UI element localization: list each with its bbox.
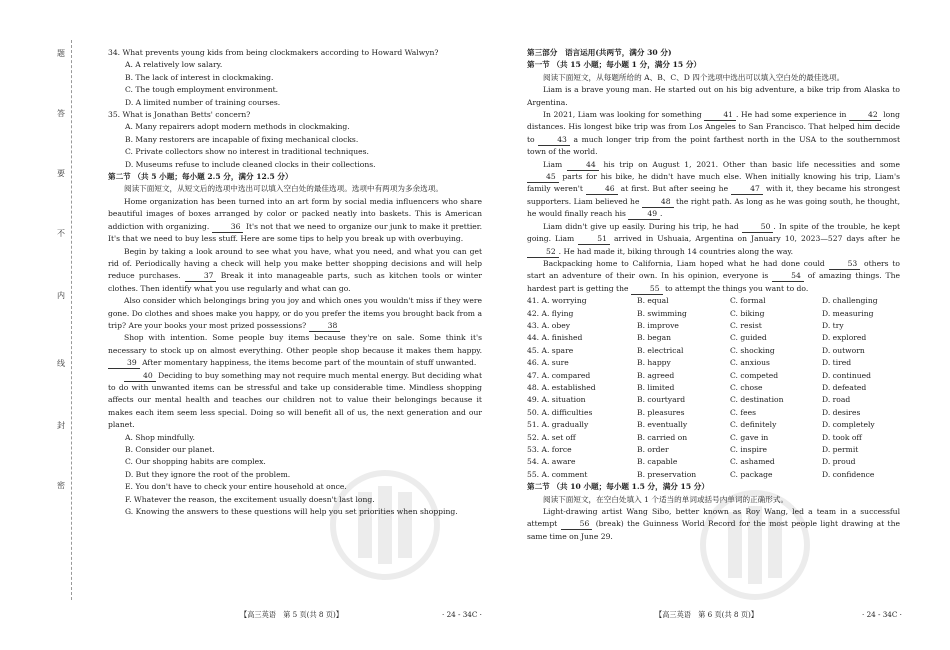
- passage-paragraph: Light-drawing artist Wang Sibo, better known as Roy Wang, led a team in a successful attempt 56 (break) the Guinness World Record for the most people light drawing at the same time on June 29.: [527, 507, 900, 541]
- question-34-option: C. The tough employment environment.: [125, 85, 279, 95]
- binding-margin: [52, 40, 82, 600]
- answer-option: D. took off: [822, 432, 862, 442]
- question-34-stem: 34. What prevents young kids from being clockmakers according to Howard Walwyn?: [108, 48, 439, 57]
- blank-40[interactable]: 40: [124, 371, 156, 382]
- answer-option: B. electrical: [637, 345, 684, 355]
- answer-option: B. order: [637, 445, 669, 454]
- answer-option: D. continued: [822, 370, 871, 380]
- answer-option: B. limited: [637, 382, 675, 392]
- answer-option: 51. A. gradually: [527, 420, 589, 430]
- answer-option: C. fees: [730, 407, 757, 417]
- blank-37[interactable]: 37: [185, 271, 217, 282]
- choice-option: C. Our shopping habits are complex.: [125, 457, 266, 467]
- answer-option: C. definitely: [730, 420, 777, 430]
- answer-option: B. eventually: [637, 420, 688, 430]
- answer-option: C. gave in: [730, 432, 769, 442]
- question-35-option: C. Private collectors show no interest in traditional techniques.: [125, 147, 369, 157]
- blank-49[interactable]: 49: [628, 209, 660, 220]
- blank-52[interactable]: 52: [527, 247, 559, 258]
- answer-option: D. tired: [822, 358, 852, 368]
- section-2-heading: 第二节 （共 5 小题；每小题 2.5 分，满分 12.5 分）: [108, 172, 293, 182]
- answer-option: D. explored: [822, 333, 867, 343]
- answer-option: D. road: [822, 395, 851, 405]
- answer-option: B. improve: [637, 320, 679, 330]
- answer-option: 50. A. difficulties: [527, 407, 593, 417]
- section-2-instruction: 阅读下面短文，从短文后的选项中选出可以填入空白处的最佳选项。选项中有两项为多余选项。: [124, 184, 443, 194]
- blank-42[interactable]: 42: [849, 110, 881, 121]
- question-34-option: A. A relatively low salary.: [125, 60, 223, 70]
- answer-option: D. proud: [822, 457, 856, 467]
- answer-option: 53. A. force: [527, 445, 572, 454]
- blank-54[interactable]: 54: [772, 271, 804, 282]
- binding-char: 密: [57, 481, 65, 490]
- binding-char: 不: [57, 229, 65, 238]
- blank-56[interactable]: 56: [561, 519, 593, 530]
- blank-50[interactable]: 50: [742, 222, 774, 233]
- question-34-option: D. A limited number of training courses.: [125, 97, 281, 107]
- answer-option: 55. A. comment: [527, 469, 588, 479]
- answer-option: D. challenging: [822, 296, 878, 306]
- answer-option: B. carried on: [637, 432, 688, 442]
- answer-option: 43. A. obey: [527, 320, 571, 330]
- answer-option: 47. A. compared: [527, 370, 591, 380]
- binding-char: 答: [57, 109, 65, 118]
- answer-option: C. chose: [730, 382, 763, 392]
- passage-paragraph: Begin by taking a look around to see what you have, what you need, and what you can get rid of. Periodically having a check will help you make better shopping decisions and will help reduce purchases. 37 Break it into manageable parts, such as kitchen tools or winter clothes. Then identify what you use regularly and what can go.: [108, 246, 482, 293]
- answer-option: D. confidence: [822, 469, 875, 479]
- choice-option: A. Shop mindfully.: [125, 432, 195, 442]
- answer-option: B. capable: [637, 457, 678, 467]
- answer-option: 54. A. aware: [527, 457, 576, 467]
- section-2-instruction: 阅读下面短文，在空白处填入 1 个适当的单词或括号内单词的正确形式。: [543, 494, 789, 504]
- page-footer-code: · 24 - 34C ·: [862, 610, 902, 619]
- passage-paragraph: 40 Deciding to buy something may not require much mental energy. But deciding what to do with unwanted items can be stressful and take up considerable time. Mindless shopping affects our mental health and teaches our children not to value their belongings because it makes each item seem less special. Doing so will benefit all of us, the next generation and our planet.: [108, 370, 482, 430]
- choice-option: B. Consider our planet.: [125, 445, 215, 454]
- answer-option: B. preservation: [637, 469, 697, 479]
- answer-option: 48. A. established: [527, 382, 596, 392]
- answer-option: 44. A. finished: [527, 333, 583, 343]
- binding-char: 题: [57, 49, 65, 58]
- section-2-heading: 第二节 （共 10 小题；每小题 1.5 分，满分 15 分）: [527, 482, 709, 492]
- question-35-option: B. Many restorers are incapable of fixing mechanical clocks.: [125, 134, 359, 144]
- answer-option: 42. A. flying: [527, 308, 574, 318]
- answer-option: B. equal: [637, 296, 669, 306]
- section-1-instruction: 阅读下面短文，从每题所给的 A、B、C、D 四个选项中选出可以填入空白处的最佳选项。: [543, 72, 845, 82]
- answer-option: D. try: [822, 320, 844, 330]
- page-footer-code: · 24 - 34C ·: [442, 610, 482, 619]
- section-1-heading: 第一节 （共 15 小题；每小题 1 分，满分 15 分）: [527, 60, 702, 70]
- left-page-column: [108, 47, 482, 518]
- answer-option: C. resist: [730, 320, 762, 330]
- answer-option: C. biking: [730, 308, 765, 318]
- answer-option: D. outworn: [822, 345, 865, 355]
- binding-char: 内: [57, 291, 65, 300]
- answer-option: C. shocking: [730, 345, 775, 355]
- binding-char: 线: [57, 359, 65, 368]
- blank-48[interactable]: 48: [642, 197, 674, 208]
- answer-option: C. anxious: [730, 358, 770, 368]
- question-35-option: D. Museums refuse to include cleaned clocks in their collections.: [125, 159, 376, 169]
- answer-options-grid: [527, 295, 900, 481]
- answer-option: B. happy: [637, 358, 671, 368]
- question-34-option: B. The lack of interest in clockmaking.: [125, 72, 274, 82]
- answer-option: D. desires: [822, 407, 861, 417]
- binding-char: 要: [57, 169, 65, 178]
- blank-53[interactable]: 53: [829, 259, 861, 270]
- question-35-option: A. Many repairers adopt modern methods in clockmaking.: [125, 122, 350, 132]
- choice-option: F. Whatever the reason, the excitement usually doesn't last long.: [125, 494, 375, 504]
- blank-36[interactable]: 36: [212, 222, 244, 233]
- page-footer-title: 【高三英语 第 6 页(共 8 页)】: [655, 610, 758, 619]
- answer-option: C. competed: [730, 370, 779, 380]
- answer-option: C. inspire: [730, 445, 767, 454]
- answer-option: C. destination: [730, 395, 784, 405]
- answer-option: D. defeated: [822, 382, 867, 392]
- question-35-stem: 35. What is Jonathan Betts' concern?: [108, 110, 251, 120]
- answer-option: 41. A. worrying: [527, 296, 587, 306]
- answer-option: 52. A. set off: [527, 432, 576, 442]
- answer-option: B. began: [637, 333, 672, 343]
- answer-option: B. pleasures: [637, 407, 685, 417]
- blank-51[interactable]: 51: [578, 234, 610, 245]
- passage-paragraph: In 2021, Liam was looking for something 41 . He had some experience in 42 long distances. His longest bike trip was from Los Angeles to San Francisco. That helped him decide to 43 a much longer trip from the point farthest north in the USA to the southernmost town of the world.: [527, 110, 900, 157]
- answer-option: 49. A. situation: [527, 395, 586, 405]
- blank-44[interactable]: 44: [567, 160, 599, 171]
- answer-option: D. completely: [822, 420, 875, 430]
- binding-char: 封: [57, 421, 65, 430]
- blank-39[interactable]: 39: [108, 358, 140, 369]
- answer-option: 45. A. spare: [527, 345, 574, 355]
- passage-paragraph: Liam didn't give up easily. During his trip, he had 50 . In spite of the trouble, he kept going. Liam 51 arrived in Ushuaia, Argentina on January 10, 2023—527 days after he 52 . He had made it, biking through 14 countries along the way.: [527, 221, 900, 256]
- choice-option: E. You don't have to check your entire household at once.: [125, 482, 347, 492]
- part-3-heading: 第三部分 语言运用(共两节，满分 30 分): [527, 48, 672, 57]
- blank-41[interactable]: 41: [704, 110, 736, 121]
- right-page-column: [527, 47, 900, 543]
- passage-paragraph: Liam is a brave young man. He started out on his big adventure, a bike trip from Alaska to Argentina.: [527, 85, 900, 107]
- passage-paragraph: Home organization has been turned into an art form by social media influencers who share beautiful images of boxes arranged by color or packed neatly into baskets. This is American addiction with organizing. 36 It's not that we need to organize our junk to make it prettier. It's that we need to buy less stuff. Here are some tips to help you break up with overbuying.: [108, 196, 482, 244]
- choice-option: D. But they ignore the root of the problem.: [125, 469, 291, 479]
- blank-47[interactable]: 47: [731, 184, 763, 195]
- page-footer-title: 【高三英语 第 5 页(共 8 页)】: [240, 610, 343, 619]
- choice-option: G. Knowing the answers to these questions will help you set priorities when shopping.: [125, 507, 458, 517]
- answer-option: D. measuring: [822, 308, 874, 318]
- passage-paragraph: Also consider which belongings bring you joy and which ones you wouldn't miss if they were gone. Do clothes and shoes make you happy, or do you prefer the items you brought back from a trip? Are your books your most prized possessions? 38: [108, 296, 482, 330]
- passage-paragraph: Backpacking home to California, Liam hoped what he had done could 53 others to start an adventure of their own. In his opinion, everyone is 54 of amazing things. The hardest part is getting the 55 to attempt the things you want to do.: [527, 258, 901, 293]
- answer-option: B. courtyard: [637, 395, 686, 405]
- answer-option: D. permit: [822, 445, 859, 454]
- answer-option: 46. A. sure: [527, 358, 569, 368]
- answer-option: C. formal: [730, 296, 766, 306]
- answer-option: C. ashamed: [730, 457, 775, 467]
- answer-option: B. agreed: [637, 370, 675, 380]
- binding-dashed-line: [71, 40, 72, 600]
- answer-option: C. guided: [730, 333, 767, 343]
- blank-38[interactable]: 38: [309, 321, 341, 332]
- passage-paragraph: Liam 44 his trip on August 1, 2021. Other than basic life necessities and some 45 parts for his bike, he didn't have much else. When initially knowing his trip, Liam's family weren't 46 at first. But after seeing he 47 with it, they became his strongest supporters. Liam believed he 48 the right path. As long as he was going south, he thought, he would finally reach his 49 .: [527, 159, 900, 219]
- blank-43[interactable]: 43: [538, 135, 570, 146]
- blank-55[interactable]: 55: [631, 284, 663, 295]
- blank-45[interactable]: 45: [527, 172, 559, 183]
- blank-46[interactable]: 46: [586, 184, 618, 195]
- answer-option: B. swimming: [637, 308, 687, 318]
- answer-option: C. package: [730, 469, 773, 479]
- passage-paragraph: Shop with intention. Some people buy items because they're on sale. Some think it's necessary to stock up on almost everything. Other people shop because it makes them happy. 39 After momentary happiness, the items become part of the mountain of stuff unwanted.: [108, 333, 482, 368]
